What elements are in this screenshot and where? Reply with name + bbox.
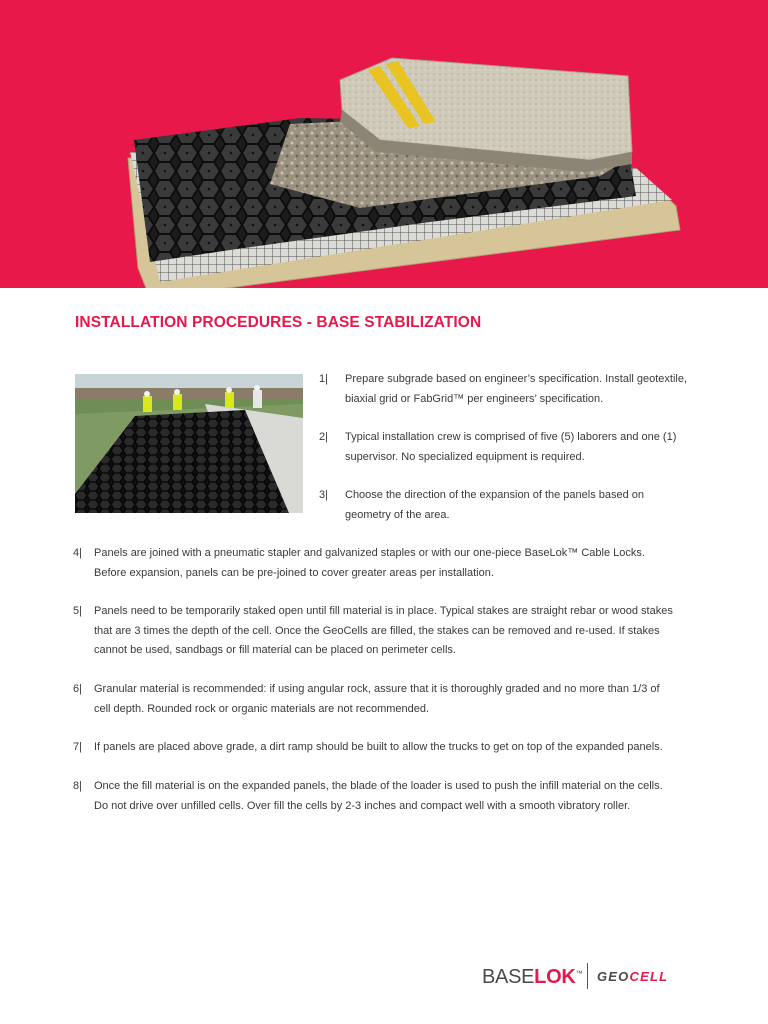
step-text: If panels are placed above grade, a dirt ramp should be built to allow the trucks to get on top of the expanded panels.	[94, 741, 663, 753]
step-1	[319, 370, 689, 409]
step-number: 8|	[73, 780, 82, 792]
step-5	[73, 602, 673, 661]
step-text: Panels are joined with a pneumatic stapler and galvanized staples or with our one-piece BaseLok™ Cable Locks. Before expansion, panels can be pre-joined to cover greater areas per installation.	[94, 547, 645, 579]
step-7	[73, 738, 673, 758]
hero-banner	[0, 0, 768, 288]
step-4	[73, 544, 673, 583]
step-text: Panels need to be temporarily staked open until fill material is in place. Typical stakes are straight rebar or wood stakes that are 3 times the depth of the cell. Once the GeoCells are filled, the stakes can be removed and re-used. If stakes cannot be used, sandbags or fill material can be placed on perimeter cells.	[94, 605, 673, 656]
geocell-illustration	[0, 0, 768, 288]
step-number: 7|	[73, 741, 82, 753]
step-number: 2|	[319, 431, 328, 443]
baselok-wordmark: BASELOK™	[482, 966, 583, 988]
step-2	[319, 428, 689, 467]
step-text: Choose the direction of the expansion of the panels based on geometry of the area.	[345, 489, 645, 521]
step-number: 4|	[73, 547, 82, 559]
step-text: Typical installation crew is comprised of five (5) laborers and one (1) supervisor. No specialized equipment is required.	[345, 431, 677, 463]
step-text: Once the fill material is on the expanded panels, the blade of the loader is used to push the infill material on the cells. Do not drive over unfilled cells. Over fill the cells by 2-3 inches and compact well with a smooth vibratory roller.	[94, 780, 663, 812]
step-number: 6|	[73, 683, 82, 695]
step-text: Granular material is recommended: if using angular rock, assure that it is thoroughly graded and no more than 1/3 of cell depth. Rounded rock or organic materials are not recommended.	[94, 683, 660, 715]
step-number: 3|	[319, 489, 328, 501]
brand-divider	[587, 963, 588, 989]
geocell-wordmark: GEOCELL	[597, 969, 669, 984]
page-title: INSTALLATION PROCEDURES - BASE STABILIZATION	[75, 314, 482, 331]
step-6	[73, 680, 673, 719]
step-8	[73, 777, 673, 816]
step-text: Prepare subgrade based on engineer’s specification. Install geotextile, biaxial grid or FabGrid™ per engineers’ specification.	[345, 373, 688, 405]
brand-logo	[482, 962, 692, 990]
step-3	[319, 486, 689, 525]
installation-crew-photo	[75, 374, 303, 513]
step-number: 5|	[73, 605, 82, 617]
step-number: 1|	[319, 373, 328, 385]
